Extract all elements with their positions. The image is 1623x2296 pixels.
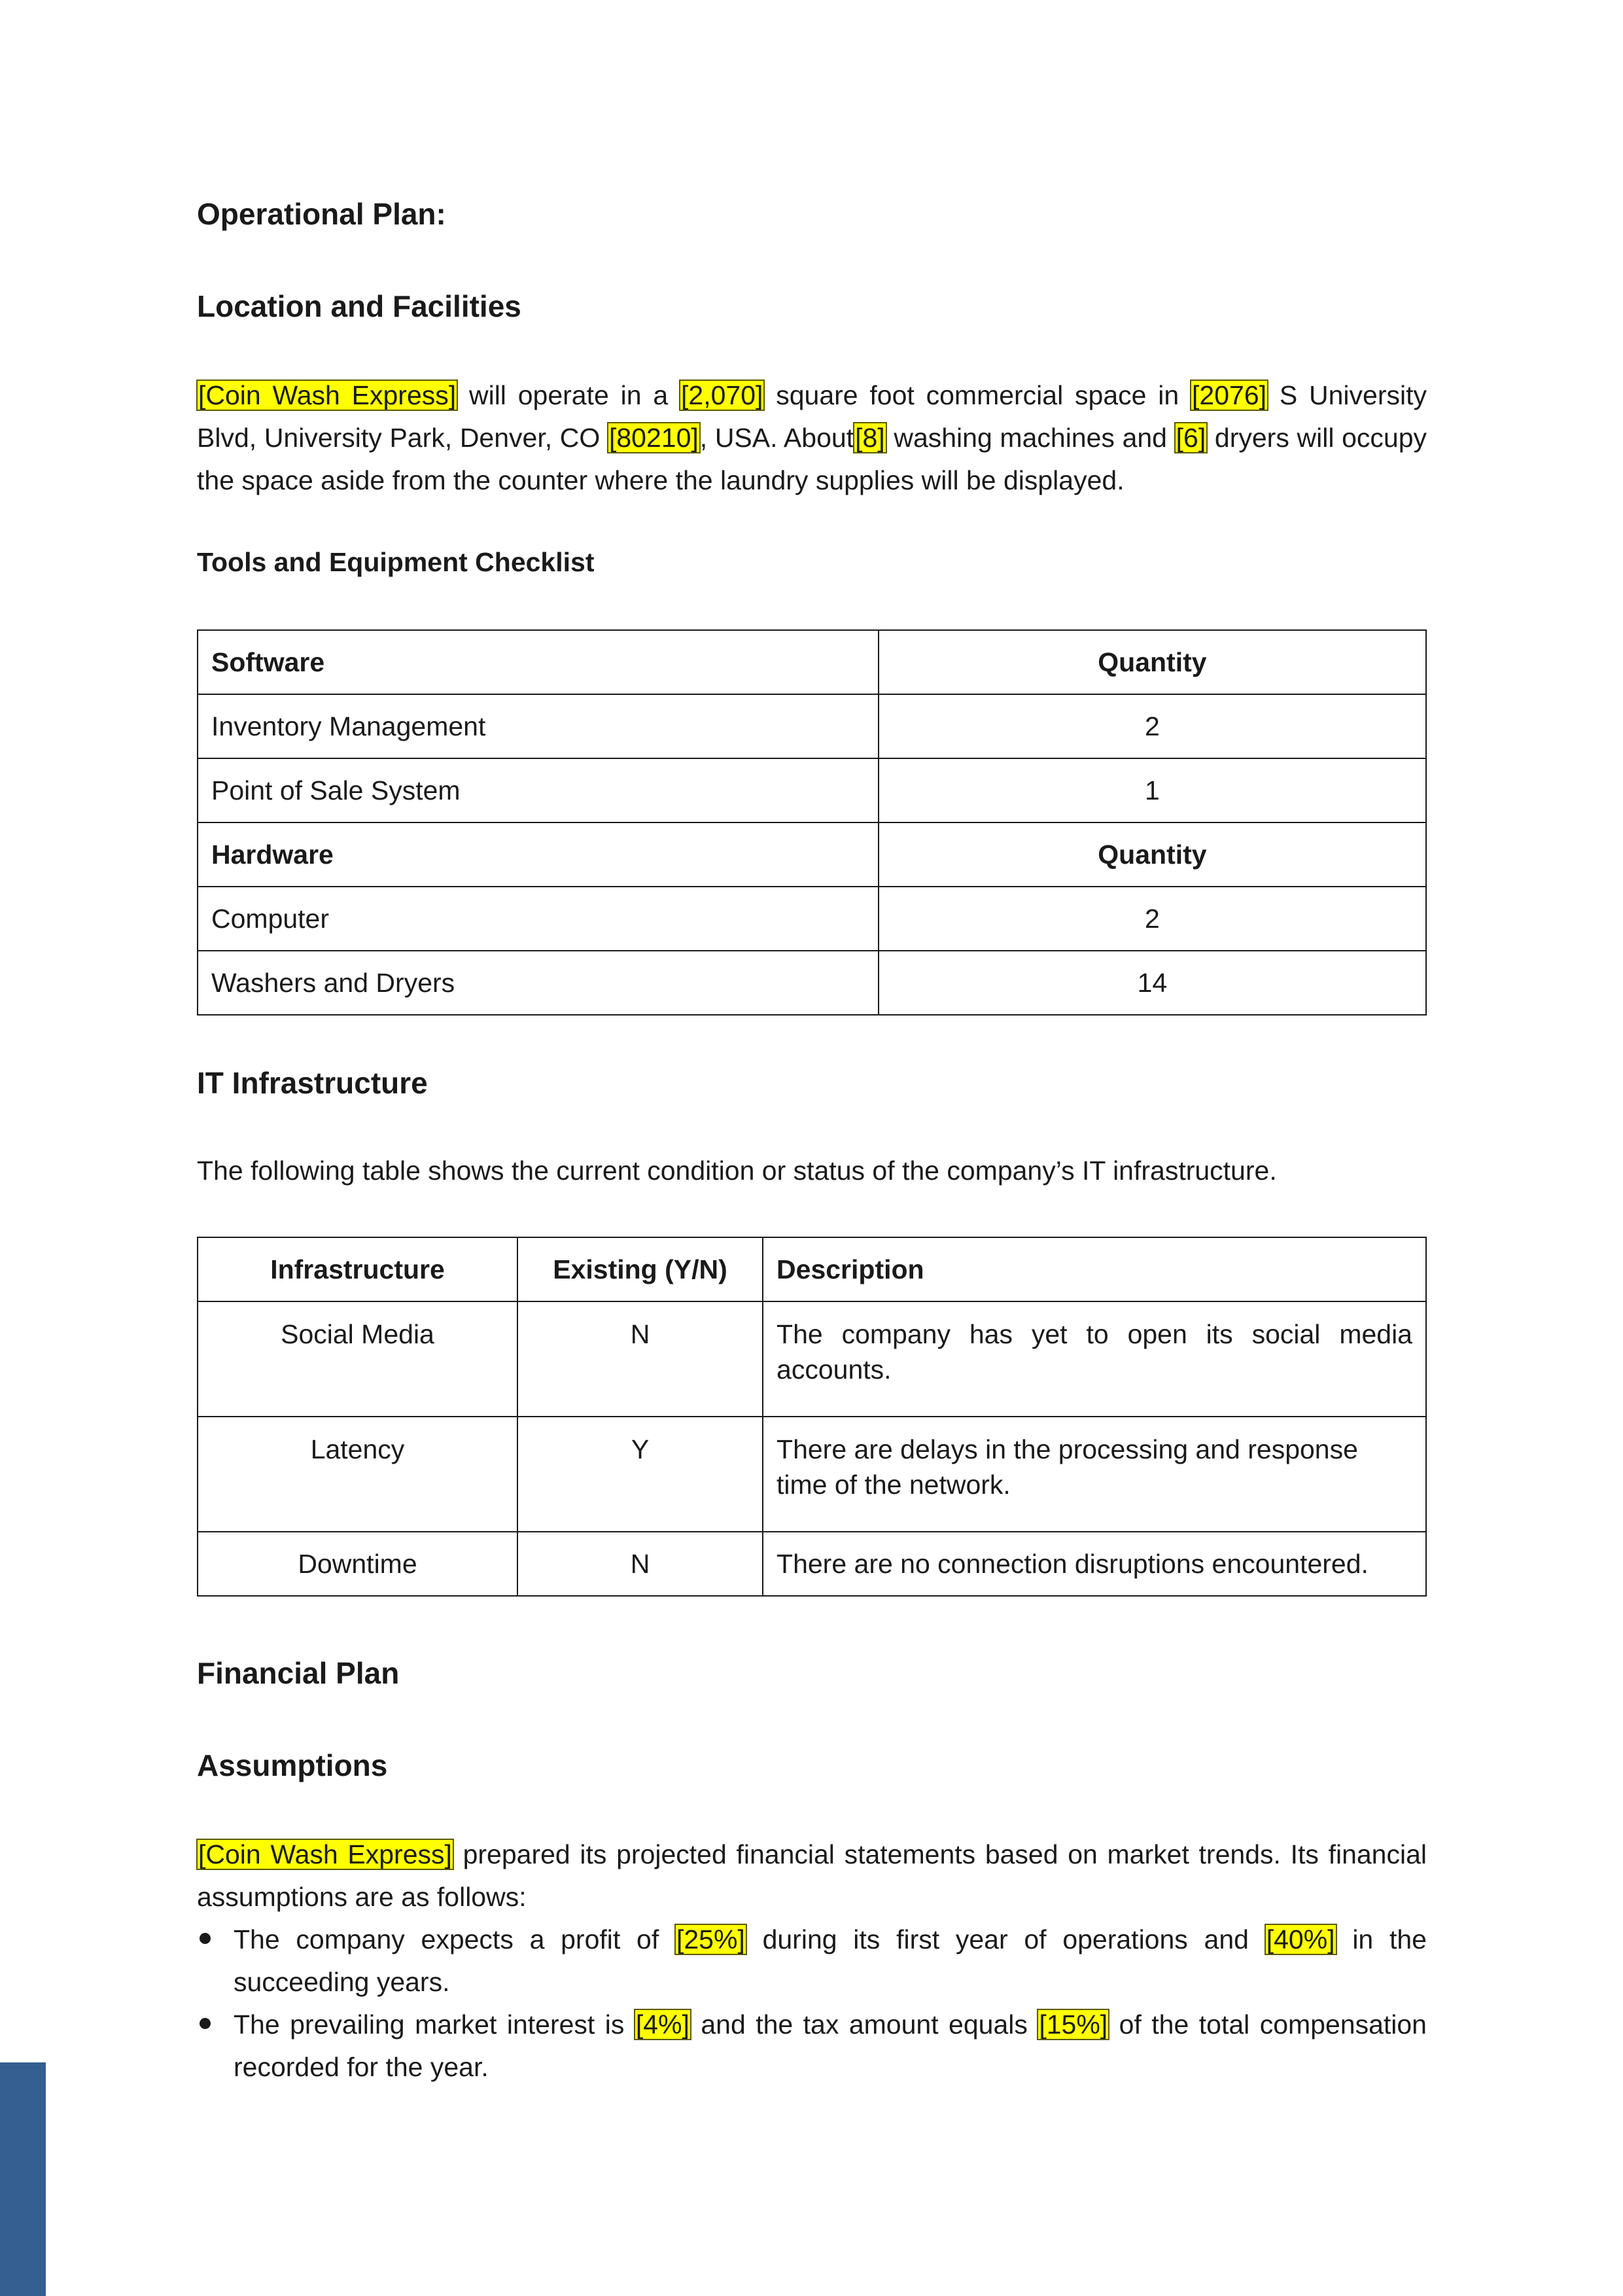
tools-category-software: Software <box>198 630 879 694</box>
tools-item-name: Point of Sale System <box>198 758 879 822</box>
bullet-icon <box>200 2018 211 2029</box>
table-row <box>198 822 1426 887</box>
highlight-first-year-profit: [25%] <box>676 1924 745 1954</box>
table-row <box>198 951 1426 1015</box>
bullet-icon <box>200 1933 211 1944</box>
table-row <box>198 887 1426 951</box>
infra-description: There are delays in the processing and response time of the network. <box>763 1417 1426 1532</box>
tools-category-hardware: Hardware <box>198 822 879 887</box>
highlight-dryers: [6] <box>1176 423 1206 453</box>
infra-description: The company has yet to open its social media accounts. <box>763 1301 1426 1417</box>
infra-existing: Y <box>517 1417 763 1532</box>
it-infrastructure-heading: IT Infrastructure <box>197 1066 428 1100</box>
financial-plan-title: Financial Plan <box>197 1656 400 1690</box>
highlight-company-name: [Coin Wash Express] <box>198 380 457 410</box>
column-header-description: Description <box>763 1237 1426 1301</box>
column-header-existing: Existing (Y/N) <box>517 1237 763 1301</box>
infra-name: Social Media <box>198 1301 517 1417</box>
table-header-row <box>198 1237 1426 1301</box>
list-item: The prevailing market interest is [4%] and the tax amount equals [15%] of the total compensation recorded for the year. <box>197 2004 1427 2089</box>
highlight-tax-rate: [15%] <box>1039 2009 1108 2040</box>
tools-table <box>197 629 1427 1016</box>
tools-item-quantity: 1 <box>879 758 1426 822</box>
highlight-washers: [8] <box>855 423 885 453</box>
table-row <box>198 1532 1426 1596</box>
assumptions-paragraph: [Coin Wash Express] prepared its projected financial statements based on market trends. Its financial assumptions are as follows: <box>197 1839 1427 1912</box>
highlight-street-number: [2076] <box>1192 380 1267 410</box>
highlight-zip: [80210] <box>608 423 699 453</box>
infra-existing: N <box>517 1532 763 1596</box>
infra-existing: N <box>517 1301 763 1417</box>
infra-name: Downtime <box>198 1532 517 1596</box>
highlight-square-feet: [2,070] <box>681 380 763 410</box>
location-heading: Location and Facilities <box>197 289 521 323</box>
infra-description: There are no connection disruptions encountered. <box>763 1532 1426 1596</box>
tools-item-name: Computer <box>198 887 879 951</box>
location-paragraph: [Coin Wash Express] will operate in a [2,070] square foot commercial space in [2076] S University Blvd, University Park, Denver, CO [80210], USA. About[8] washing machines and [6] dryers will occupy the space aside from the counter where the laundry supplies will be displayed. <box>197 380 1427 495</box>
highlight-succeeding-profit: [40%] <box>1266 1924 1335 1954</box>
tools-item-name: Washers and Dryers <box>198 951 879 1015</box>
assumptions-heading: Assumptions <box>197 1748 388 1782</box>
it-infrastructure-table <box>197 1237 1427 1597</box>
decorative-side-bar <box>0 2062 46 2296</box>
operational-plan-title: Operational Plan: <box>197 197 446 231</box>
infra-name: Latency <box>198 1417 517 1532</box>
table-row <box>198 694 1426 758</box>
list-item: The company expects a profit of [25%] during its first year of operations and [40%] in the succeeding years. <box>197 1918 1427 2004</box>
table-row <box>198 630 1426 694</box>
tools-item-quantity: 2 <box>879 694 1426 758</box>
table-row <box>198 1417 1426 1532</box>
tools-item-quantity: 14 <box>879 951 1426 1015</box>
tools-quantity-header: Quantity <box>879 630 1426 694</box>
highlight-company-name: [Coin Wash Express] <box>198 1839 452 1869</box>
tools-quantity-header: Quantity <box>879 822 1426 887</box>
it-intro-text: The following table shows the current condition or status of the company’s IT infrastructure. <box>197 1156 1277 1186</box>
table-row <box>198 1301 1426 1417</box>
assumptions-list <box>197 1918 1427 2089</box>
tools-heading: Tools and Equipment Checklist <box>197 547 595 577</box>
highlight-interest-rate: [4%] <box>635 2009 689 2040</box>
tools-item-name: Inventory Management <box>198 694 879 758</box>
table-row <box>198 758 1426 822</box>
tools-item-quantity: 2 <box>879 887 1426 951</box>
column-header-infrastructure: Infrastructure <box>198 1237 517 1301</box>
